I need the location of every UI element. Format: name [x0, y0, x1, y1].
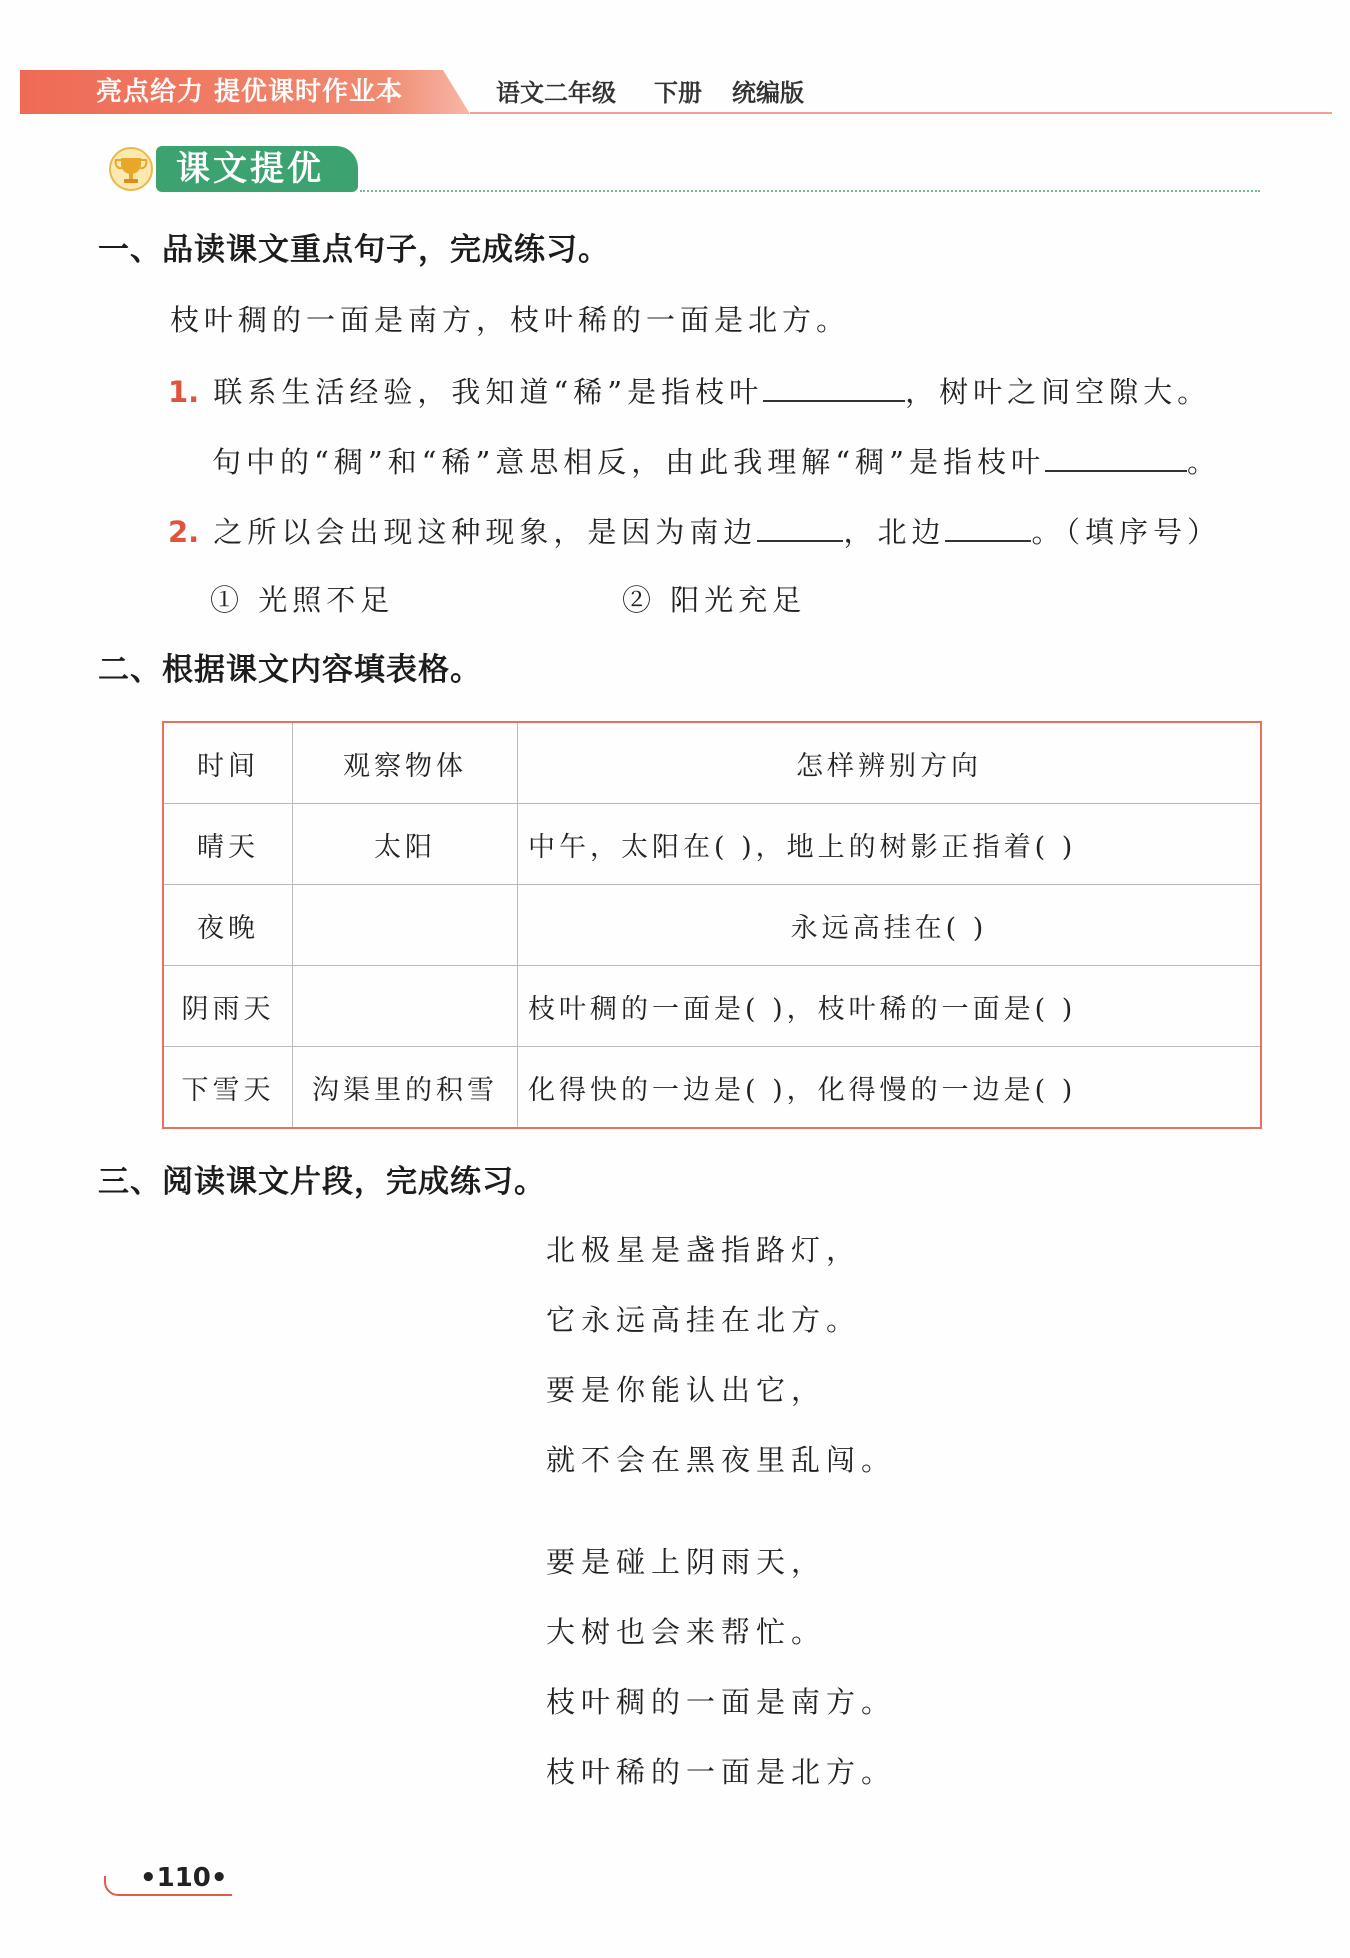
answer-blank-2[interactable] — [1045, 438, 1187, 472]
part3-heading: 三、阅读课文片段，完成练习。 — [98, 1164, 546, 1200]
question-2-text-c: 。（填序号） — [1031, 515, 1221, 549]
table-row — [163, 1047, 1261, 1129]
cell-method[interactable]: 化得快的一边是( )，化得慢的一边是( ) — [518, 1047, 1262, 1129]
question-2-line — [168, 508, 1221, 552]
subject-label: 语文二年级 — [496, 79, 616, 107]
cell-method[interactable]: 永远高挂在( ) — [518, 885, 1262, 966]
cell-time: 夜晚 — [163, 885, 293, 966]
header-method: 怎样辨别方向 — [518, 722, 1262, 804]
edition-label: 统编版 — [732, 79, 804, 107]
table-row — [163, 966, 1261, 1047]
poem-line: 要是你能认出它， — [546, 1373, 827, 1407]
question-1-text-b: ，树叶之间空隙大。 — [905, 375, 1212, 409]
header-object: 观察物体 — [293, 722, 518, 804]
part2-heading: 二、根据课文内容填表格。 — [98, 652, 482, 688]
question-1-text-a: 联系生活经验，我知道“稀”是指枝叶 — [213, 375, 764, 409]
question-2-text-b: ，北边 — [843, 515, 946, 549]
question-1-line-2 — [212, 438, 1221, 482]
question-1-text-d: 。 — [1186, 445, 1221, 479]
cell-object[interactable] — [293, 885, 518, 966]
option-2: ② 阳光充足 — [622, 583, 807, 617]
poem-line: 就不会在黑夜里乱闯。 — [546, 1443, 897, 1477]
section-badge-label: 课文提优 — [176, 149, 324, 189]
trophy-icon — [104, 146, 158, 192]
cell-method[interactable]: 枝叶稠的一面是( )，枝叶稀的一面是( ) — [518, 966, 1262, 1047]
answer-blank-south[interactable] — [757, 508, 843, 542]
question-1-number: 1. — [168, 375, 200, 409]
table-row — [163, 804, 1261, 885]
page-number: •110• — [140, 1863, 228, 1893]
question-1-text-c: 句中的“稠”和“稀”意思相反，由此我理解“稠”是指枝叶 — [212, 445, 1045, 479]
poem-line: 北极星是盏指路灯， — [546, 1233, 862, 1267]
cell-object: 太阳 — [293, 804, 518, 885]
header-rule — [470, 112, 1332, 114]
part1-quote: 枝叶稠的一面是南方，枝叶稀的一面是北方。 — [170, 303, 851, 337]
answer-blank-1[interactable] — [763, 368, 905, 402]
volume-label: 下册 — [654, 79, 702, 107]
question-2-text-a: 之所以会出现这种现象，是因为南边 — [213, 515, 758, 549]
poem-line: 枝叶稠的一面是南方。 — [546, 1685, 897, 1719]
cell-time: 晴天 — [163, 804, 293, 885]
part1-heading: 一、品读课文重点句子，完成练习。 — [98, 232, 610, 268]
question-1-line-1 — [168, 368, 1211, 412]
cell-method[interactable]: 中午，太阳在( )，地上的树影正指着( ) — [518, 804, 1262, 885]
option-1: ① 光照不足 — [210, 583, 395, 617]
cell-time: 下雪天 — [163, 1047, 293, 1129]
answer-blank-north[interactable] — [945, 508, 1031, 542]
table-header-row — [163, 722, 1261, 804]
question-2-number: 2. — [168, 515, 200, 549]
poem-line: 它永远高挂在北方。 — [546, 1303, 862, 1337]
poem-line: 枝叶稀的一面是北方。 — [546, 1755, 897, 1789]
series-title: 亮点给力 提优课时作业本 — [96, 77, 404, 107]
poem-line: 要是碰上阴雨天， — [546, 1545, 827, 1579]
page-number-ornament — [104, 1876, 136, 1896]
section-divider — [360, 190, 1260, 192]
poem-line: 大树也会来帮忙。 — [546, 1615, 827, 1649]
table-row — [163, 885, 1261, 966]
cell-object: 沟渠里的积雪 — [293, 1047, 518, 1129]
cell-object[interactable] — [293, 966, 518, 1047]
cell-time: 阴雨天 — [163, 966, 293, 1047]
direction-table — [162, 721, 1262, 1129]
header-time: 时间 — [163, 722, 293, 804]
